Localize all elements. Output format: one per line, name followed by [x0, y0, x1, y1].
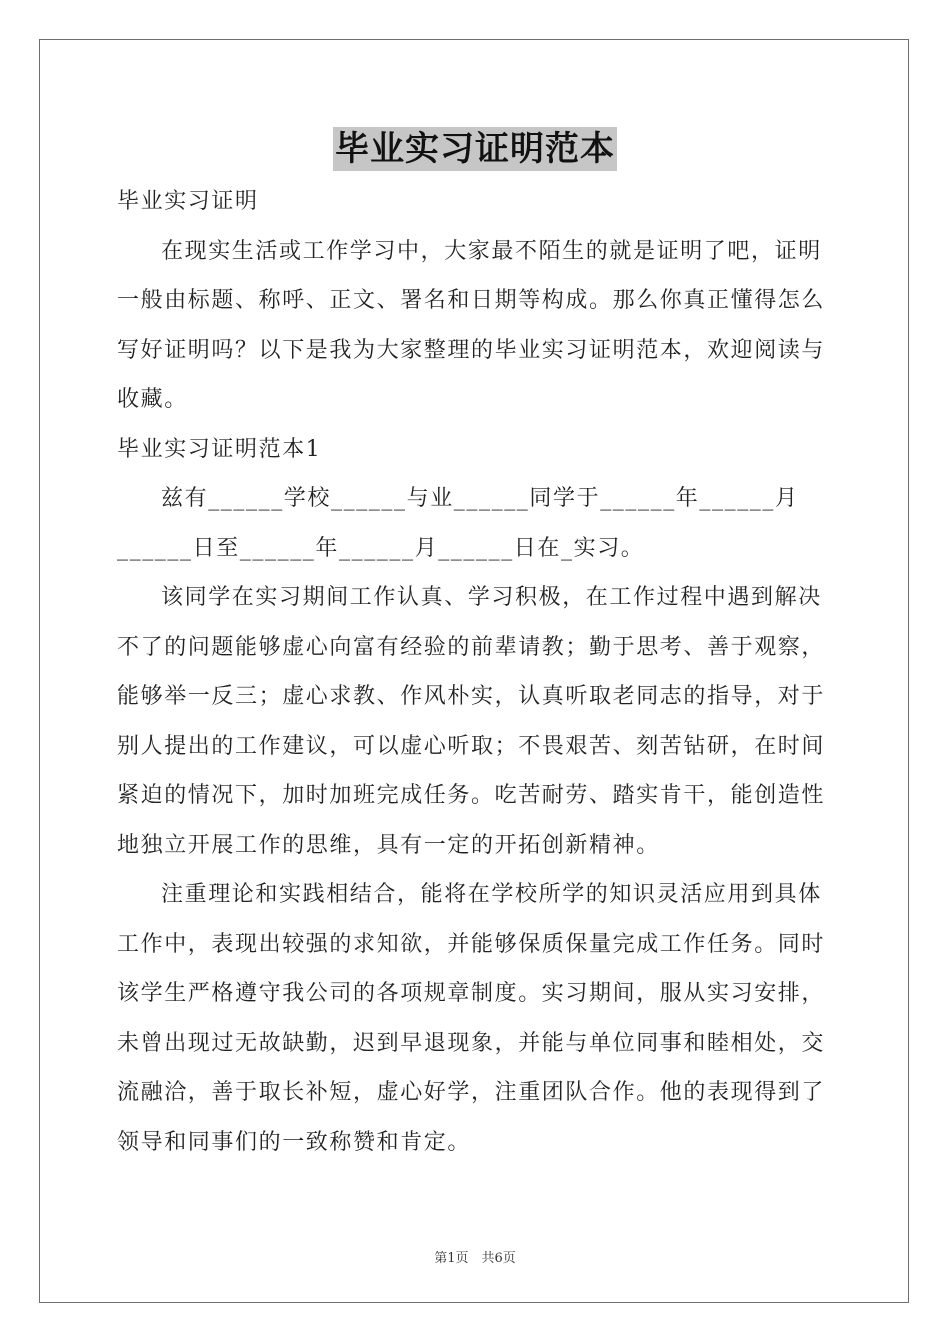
- title-container: [0, 127, 950, 171]
- paragraph-intro: 在现实生活或工作学习中，大家最不陌生的就是证明了吧，证明一般由标题、称呼、正文、署名和日期等构成。那么你真正懂得怎么写好证明吗？以下是我为大家整理的毕业实习证明范本，欢迎阅读与收藏。: [117, 238, 826, 412]
- document-title: 毕业实习证明范本: [335, 129, 615, 169]
- paragraph-conclusion: 注重理论和实践相结合，能将在学校所学的知识灵活应用到具体工作中，表现出较强的求知欲，并能够保质保量完成工作任务。同时该学生严格遵守我公司的各项规章制度。实习期间，服从实习安排，未曾出现过无故缺勤，迟到早退现象，并能与单位同事和睦相处，交流融洽，善于取长补短，虚心好学，注重团队合作。他的表现得到了领导和同事们的一致称赞和肯定。: [117, 882, 826, 1155]
- paragraph-heading: 毕业实习证明: [117, 189, 259, 214]
- page-footer: 第1页 共6页: [434, 1251, 516, 1266]
- paragraph-evaluation: 该同学在实习期间工作认真、学习积极，在工作过程中遇到解决不了的问题能够虚心向富有经验的前辈请教；勤于思考、善于观察，能够举一反三；虚心求教、作风朴实，认真听取老同志的指导，对于别人提出的工作建议，可以虚心听取；不畏艰苦、刻苦钻研，在时间紧迫的情况下，加时加班完成任务。吃苦耐劳、踏实肯干，能创造性地独立开展工作的思维，具有一定的开拓创新精神。: [117, 585, 826, 858]
- paragraph-sample-heading: 毕业实习证明范本1: [117, 436, 322, 462]
- paragraph-fill-in: 兹有______学校______与业______同学于______年______月______日至______年______月______日在_实习。: [117, 486, 799, 561]
- document-body: [117, 177, 835, 1167]
